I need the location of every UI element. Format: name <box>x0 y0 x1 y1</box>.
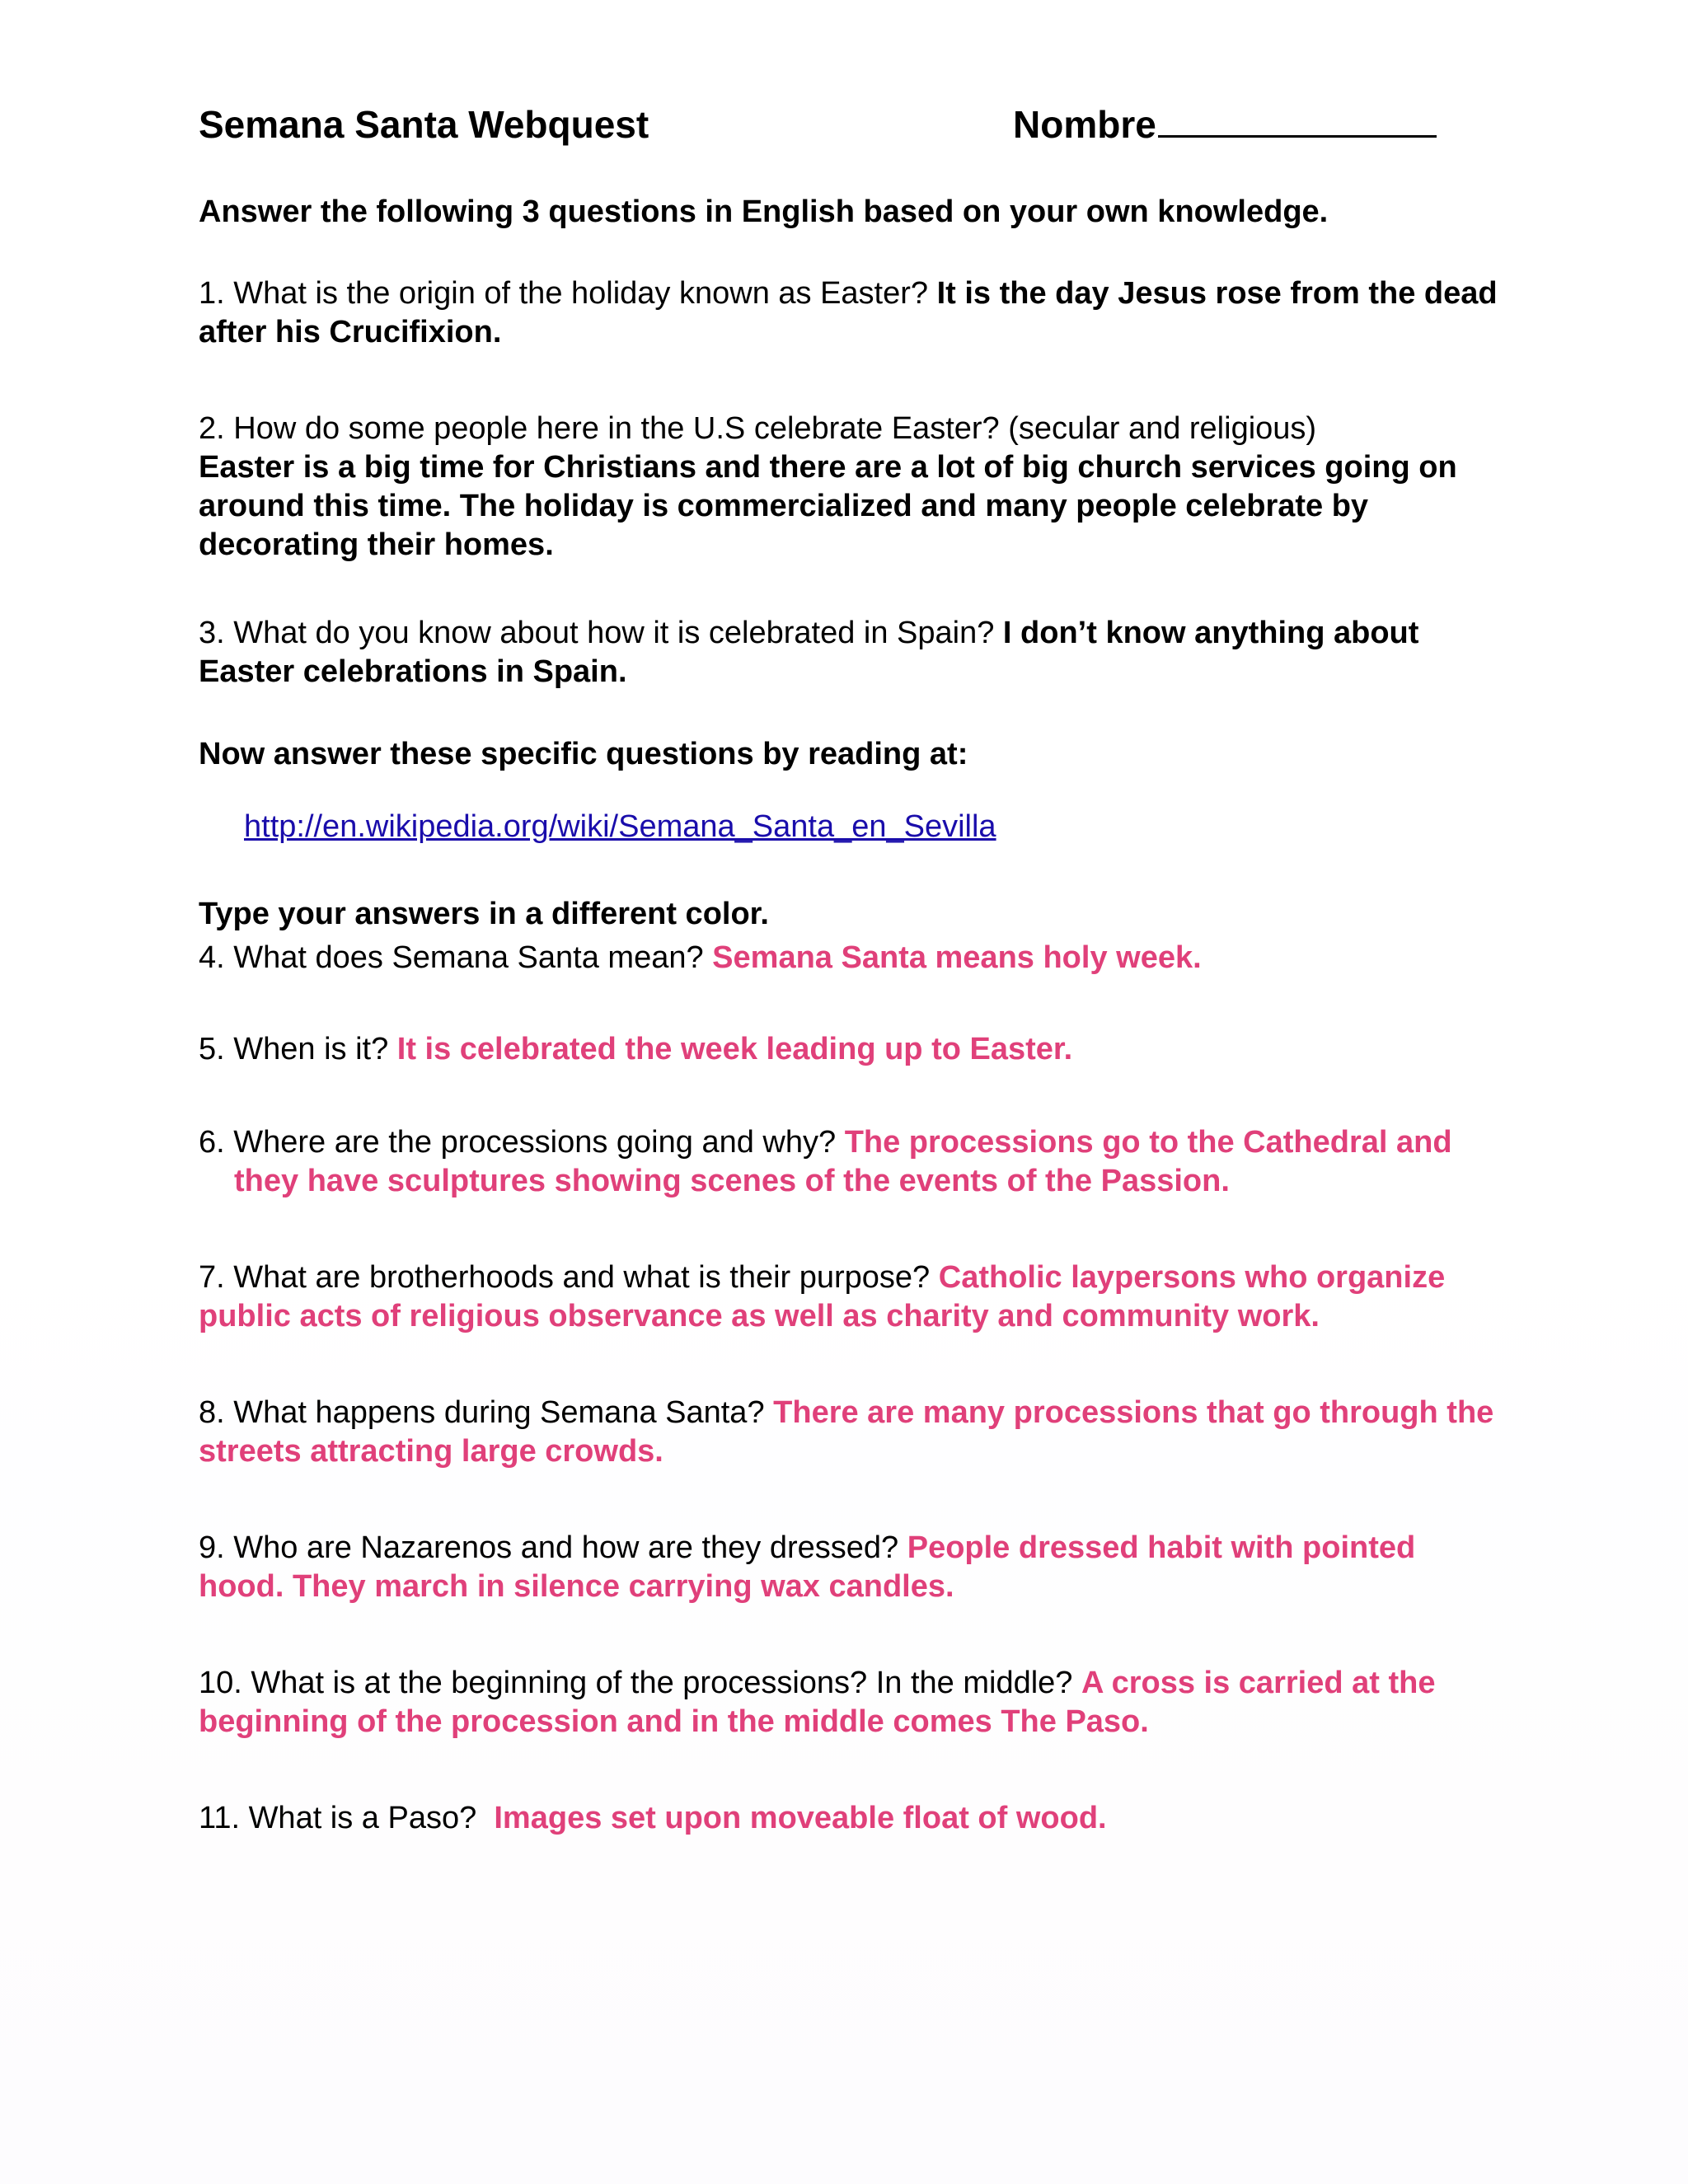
answer-text: The processions go to the Cathedral and they have sculptures showing scenes of the events of the Passion. <box>234 1125 1452 1198</box>
question-prompt: 11. What is a Paso? <box>199 1801 495 1835</box>
name-field <box>1013 97 1437 151</box>
name-blank-line[interactable] <box>1158 97 1437 138</box>
question-9 <box>199 1529 1501 1606</box>
header-row <box>199 97 1501 151</box>
question-6 <box>199 1123 1501 1201</box>
answer-text: There are many processions that go through the streets attracting large crowds. <box>199 1395 1494 1469</box>
question-prompt: 3. What do you know about how it is celebrated in Spain? <box>199 616 1003 650</box>
question-prompt: 5. When is it? <box>199 1032 397 1066</box>
instructions-part2: Now answer these specific questions by reading at: <box>199 737 968 771</box>
worksheet-content <box>199 97 1501 1896</box>
question-5 <box>199 1030 1501 1069</box>
question-prompt: 9. Who are Nazarenos and how are they dressed? <box>199 1530 907 1565</box>
answer-text: I don’t know anything about Easter celebrations in Spain. <box>199 616 1419 689</box>
question-prompt: 6. Where are the processions going and why? <box>199 1125 845 1160</box>
question-prompt: 1. What is the origin of the holiday known as Easter? <box>199 276 937 311</box>
wikipedia-link[interactable]: http://en.wikipedia.org/wiki/Semana_Santa_en_Sevilla <box>244 809 996 844</box>
question-1 <box>199 274 1501 352</box>
reference-link-row <box>244 807 1501 846</box>
question-11 <box>199 1799 1501 1838</box>
question-2 <box>199 410 1501 565</box>
question-prompt: 2. How do some people here in the U.S celebrate Easter? (secular and religious) <box>199 411 1317 446</box>
question-4 <box>199 939 1501 977</box>
answer-text: Easter is a big time for Christians and there are a lot of big church services going on around this time. The holiday is commercialized and many people celebrate by decorating their homes. <box>199 450 1457 562</box>
answer-text: Semana Santa means holy week. <box>712 940 1202 975</box>
question-prompt: 8. What happens during Semana Santa? <box>199 1395 774 1430</box>
question-7 <box>199 1258 1501 1336</box>
name-label: Nombre <box>1013 103 1156 146</box>
question-prompt: 4. What does Semana Santa mean? <box>199 940 713 975</box>
question-prompt: 10. What is at the beginning of the processions? In the middle? <box>199 1666 1081 1700</box>
page-title: Semana Santa Webquest <box>199 103 649 146</box>
question-3 <box>199 614 1501 691</box>
answer-text: People dressed habit with pointed hood. They march in silence carrying wax candles. <box>199 1530 1416 1604</box>
answer-text: It is the day Jesus rose from the dead after his Crucifixion. <box>199 276 1498 349</box>
answer-text: It is celebrated the week leading up to Easter. <box>396 1032 1073 1066</box>
question-8 <box>199 1394 1501 1471</box>
instructions-part3: Type your answers in a different color. <box>199 897 769 931</box>
answer-text: A cross is carried at the beginning of the procession and in the middle comes The Paso. <box>199 1666 1436 1739</box>
instructions-part1: Answer the following 3 questions in English based on your own knowledge. <box>199 194 1329 229</box>
answer-text: Images set upon moveable float of wood. <box>494 1801 1107 1835</box>
question-prompt: 7. What are brotherhoods and what is their purpose? <box>199 1260 939 1295</box>
question-10 <box>199 1664 1501 1741</box>
answer-text: Catholic laypersons who organize public acts of religious observance as well as charity and community work. <box>199 1260 1446 1333</box>
